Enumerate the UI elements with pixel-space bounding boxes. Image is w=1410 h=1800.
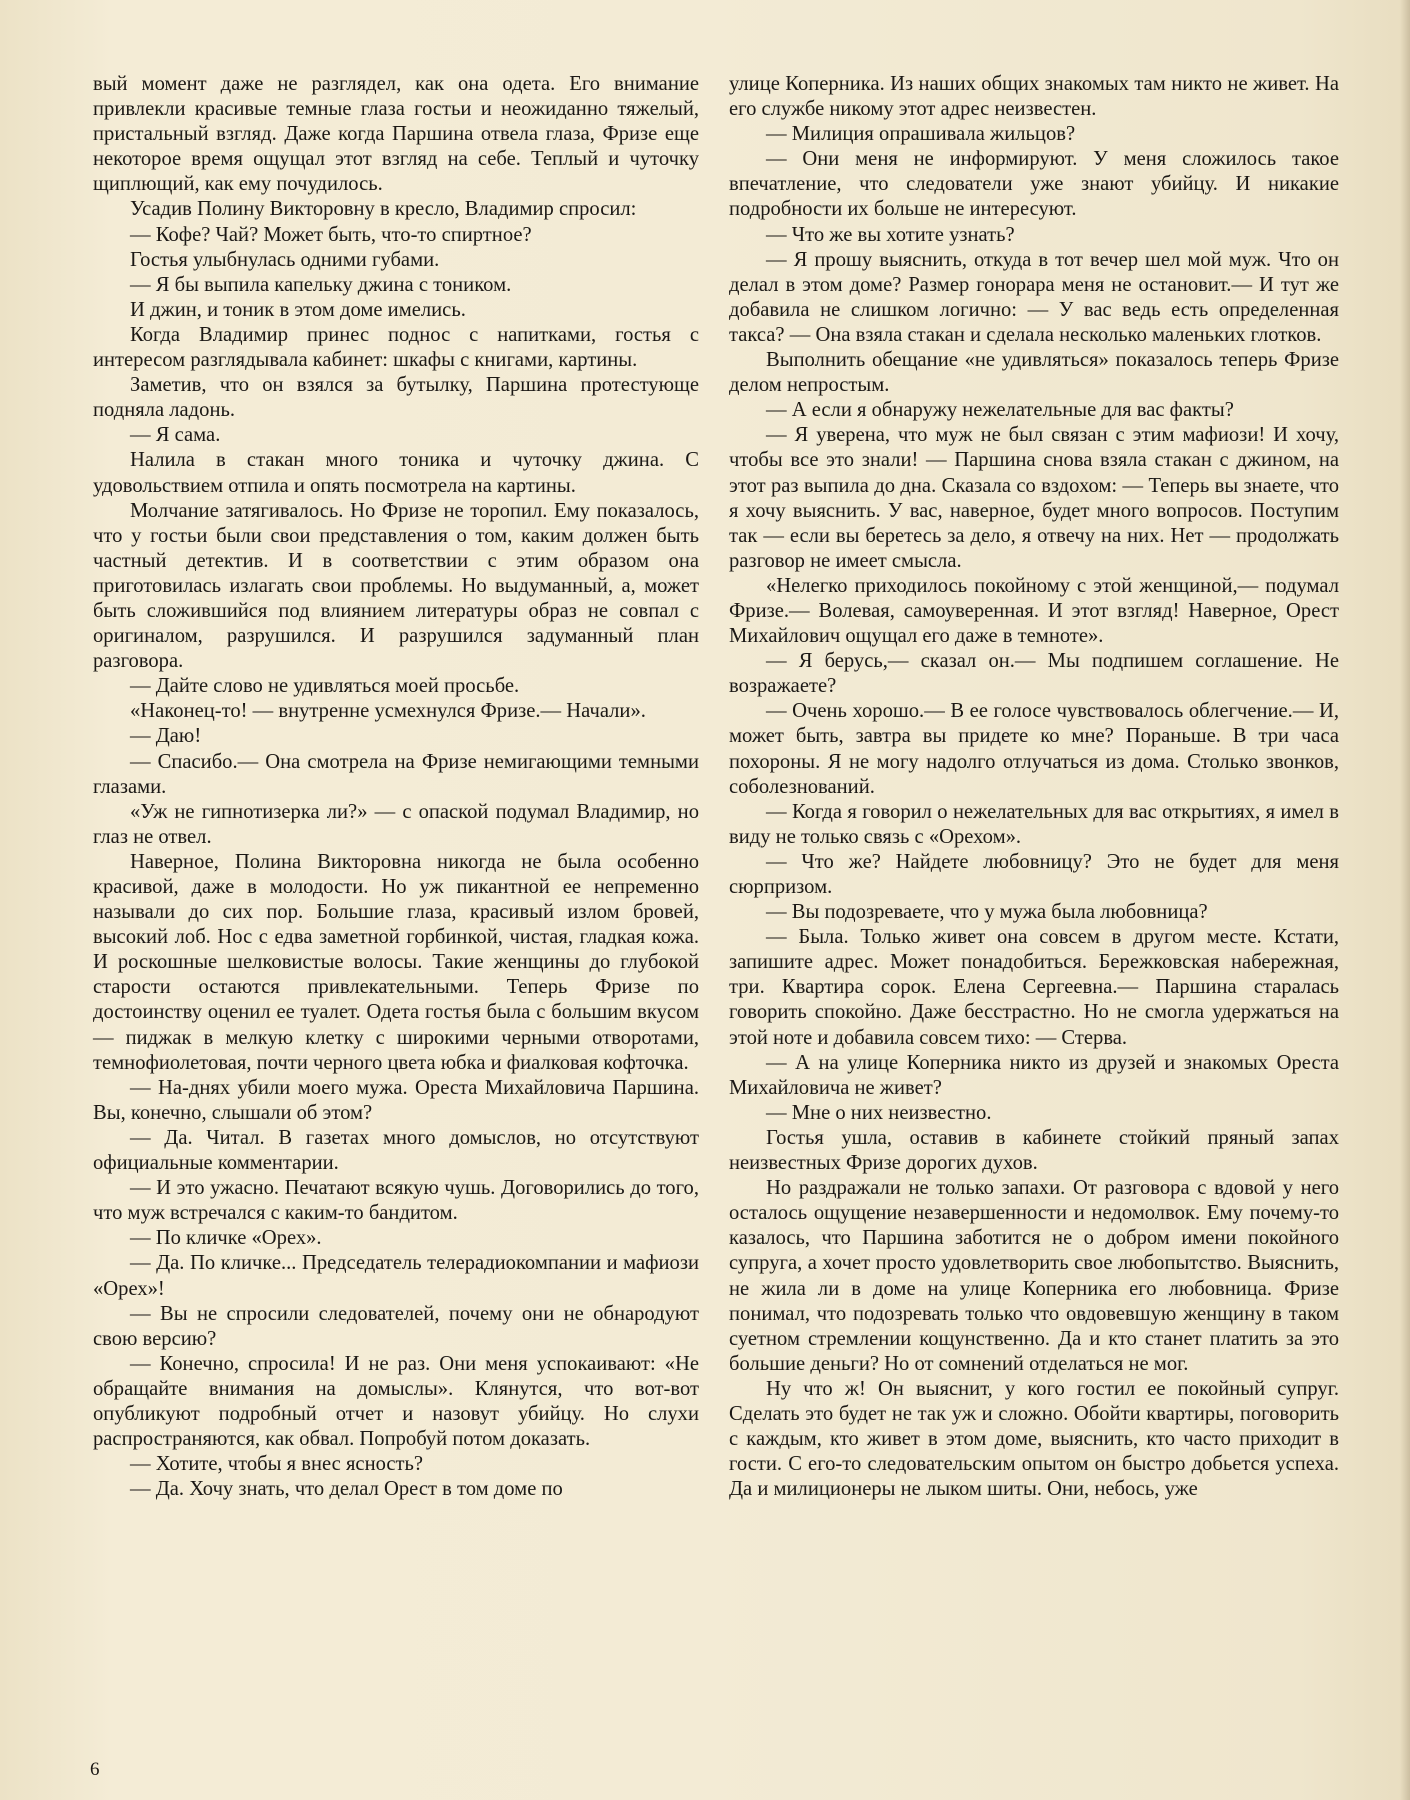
paragraph: Усадив Полину Викторовну в кресло, Владимир спросил: — [130, 198, 637, 221]
paragraph: — Была. Только живет она совсем в другом месте. Кстати, запишите адрес. Может понадобиться. Бережковская набережная, три. Квартира сорок. Елена Сергеевна.— Паршина старалась говорить спокойно. Даже бесстрастно. Но не смогла удержаться на этой ноте и добавила совсем тихо: — Стерва. — [729, 926, 1339, 1049]
paragraph: — Хотите, чтобы я внес ясность? — [130, 1453, 424, 1476]
paragraph: Гостья улыбнулась одними губами. — [130, 248, 440, 271]
paragraph: «Уж не гипнотизерка ли?» — с опаской подумал Владимир, но глаз не отвел. — [93, 800, 699, 848]
paragraph: Когда Владимир принес поднос с напитками, гостья с интересом разглядывала кабинет: шкафы с книгами, картины. — [93, 323, 699, 372]
paragraph: — Конечно, спросила! И не раз. Они меня успокаивают: «Не обращайте внимания на домыслы». Клянутся, что вот-вот опубликуют подробный отчет и назовут убийцу. Но слухи распространяются, как обвал. Попробуй потом доказать. — [93, 1352, 699, 1451]
paragraph: вый момент даже не разглядел, как она одета. Его внимание привлекли красивые темные глаза гостьи и неожиданно тяжелый, пристальный взгляд. Даже когда Паршина отвела глаза, Фризе еще некоторое время ощущал этот взгляд на себе. Теплый и чуточку щиплющий, как ему почудилось. — [93, 73, 699, 196]
paragraph: «Наконец-то! — внутренне усмехнулся Фризе.— Начали». — [130, 700, 646, 723]
paragraph: — По кличке «Орех». — [130, 1227, 322, 1250]
paragraph: — Да. Хочу знать, что делал Орест в том доме по — [130, 1478, 563, 1501]
paragraph: — Вы не спросили следователей, почему они не обнародуют свою версию? — [93, 1302, 699, 1350]
paragraph: Заметив, что он взялся за бутылку, Паршина протестующе подняла ладонь. — [93, 374, 699, 422]
paragraph: — Очень хорошо.— В ее голосе чувствовалось облегчение.— И, может быть, завтра вы придете ко мне? Пораньше. В три часа похороны. Я не могу надолго отлучаться из дома. Столько звонков, соболезнований. — [729, 700, 1339, 798]
paragraph: — Я бы выпила капельку джина с тоником. — [130, 273, 512, 296]
paragraph: — Кофе? Чай? Может быть, что-то спиртное? — [130, 223, 532, 246]
paragraph: Молчание затягивалось. Но Фризе не торопил. Ему показалось, что у гостьи были свои представления о том, каким должен быть частный детектив. И в соответствии с этим образом она приготовилась излагать свои проблемы. Но выдуманный, а, может быть сложившийся под влиянием литературы образ не совпал с оригиналом, разрушился. И разрушился задуманный план разговора. — [93, 499, 699, 673]
paragraph: — Я прошу выяснить, откуда в тот вечер шел мой муж. Что он делал в этом доме? Размер гонорара меня не остановит.— И тут же добавила не слишком логично: — У вас ведь есть определенная такса? — Она взяла стакан и сделала несколько маленьких глотков. — [729, 248, 1339, 346]
paragraph: — А на улице Коперника никто из друзей и знакомых Ореста Михайловича не живет? — [729, 1051, 1339, 1099]
paragraph: — Что же? Найдете любовницу? Это не будет для меня сюрпризом. — [729, 850, 1339, 898]
paragraph: Гостья ушла, оставив в кабинете стойкий пряный запах неизвестных Фризе дорогих духов. — [729, 1126, 1339, 1175]
page-number: 6 — [90, 1759, 100, 1780]
paragraph: Но раздражали не только запахи. От разговора с вдовой у него осталось ощущение незавершенности и недомолвок. Ему почему-то казалось, что Паршина заботится не о добром имени покойного супруга, а хочет просто удовлетворить свое любопытство. Выяснить, не жила ли в доме на улице Коперника его любовница. Фризе понимал, что подозревать только что овдовевшую женщину в таком суетном стремлении кощунственно. Да и кто станет платить за это большие деньги? Но от сомнений отделаться не мог. — [729, 1177, 1339, 1375]
paragraph: — Да. Читал. В газетах много домыслов, но отсутствуют официальные комментарии. — [93, 1126, 699, 1175]
paragraph: — Когда я говорил о нежелательных для вас открытиях, я имел в виду не только связь с «Орехом». — [729, 800, 1339, 848]
paragraph: — Мне о них неизвестно. — [766, 1101, 992, 1124]
paragraph: — Милиция опрашивала жильцов? — [766, 123, 1076, 146]
paragraph: — Они меня не информируют. У меня сложилось такое впечатление, что следователи уже знают убийцу. И никакие подробности их больше не интересуют. — [729, 148, 1339, 221]
paragraph: — Вы подозреваете, что у мужа была любовница? — [766, 901, 1208, 924]
paragraph: — Даю! — [130, 725, 202, 748]
paragraph: «Нелегко приходилось покойному с этой женщиной,— подумал Фризе.— Волевая, самоуверенная. И этот взгляд! Наверное, Орест Михайлович ощущал его даже в темноте». — [729, 574, 1339, 648]
paragraph: — И это ужасно. Печатают всякую чушь. Договорились до того, что муж встречался с каким-то бандитом. — [93, 1177, 699, 1225]
paragraph: — Я уверена, что муж не был связан с этим мафиози! И хочу, чтобы все это знали! — Паршина снова взяла стакан с джином, на этот раз выпила до дна. Сказала со вздохом: — Теперь вы знаете, что я хочу выяснить. У вас, наверное, будет много вопросов. Поступим так — если вы беретесь за дело, я отвечу на них. Нет — продолжать разговор не имеет смысла. — [729, 424, 1339, 572]
right-text-column — [729, 72, 1339, 1502]
page-edge-shadow — [1400, 0, 1410, 1800]
paragraph: Выполнить обещание «не удивляться» показалось теперь Фризе делом непростым. — [729, 349, 1339, 397]
paragraph: Налила в стакан много тоника и чуточку джина. С удовольствием отпила и опять посмотрела на картины. — [93, 449, 699, 497]
paragraph: И джин, и тоник в этом доме имелись. — [130, 298, 466, 321]
paragraph: — Я сама. — [130, 424, 221, 447]
paragraph: — Я берусь,— сказал он.— Мы подпишем соглашение. Не возражаете? — [729, 650, 1339, 698]
paragraph: — Да. По кличке... Председатель телерадиокомпании и мафиози «Орех»! — [93, 1252, 699, 1300]
paragraph: — На-днях убили моего мужа. Ореста Михайловича Паршина. Вы, конечно, слышали об этом? — [93, 1076, 699, 1124]
paragraph: улице Коперника. Из наших общих знакомых там никто не живет. На его службе никому этот адрес неизвестен. — [729, 73, 1339, 121]
paragraph: — Дайте слово не удивляться моей просьбе. — [130, 675, 520, 698]
left-text-column — [93, 72, 699, 1502]
paragraph: — Что же вы хотите узнать? — [766, 223, 1015, 246]
paragraph: Наверное, Полина Викторовна никогда не была особенно красивой, даже в молодости. Но уж пикантной ее непременно называли до сих пор. Большие глаза, красивый излом бровей, высокий лоб. Нос с едва заметной горбинкой, чистая, гладкая кожа. И роскошные шелковистые волосы. Такие женщины до глубокой старости остаются привлекательными. Теперь Фризе по достоинству оценил ее туалет. Одета гостья была с большим вкусом — пиджак в мелкую клетку с широкими черными отворотами, темнофиолетовая, почти черного цвета юбка и фиалковая кофточка. — [93, 850, 699, 1074]
paragraph: Ну что ж! Он выяснит, у кого гостил ее покойный супруг. Сделать это будет не так уж и сложно. Обойти квартиры, поговорить с каждым, кто живет в этом доме, выяснить, кто часто приходит в гости. С его-то следовательским опытом он быстро добьется успеха. Да и милиционеры не лыком шиты. Они, небось, уже — [729, 1377, 1339, 1501]
paragraph: — Спасибо.— Она смотрела на Фризе немигающими темными глазами. — [93, 750, 699, 798]
paragraph: — А если я обнаружу нежелательные для вас факты? — [766, 399, 1234, 422]
